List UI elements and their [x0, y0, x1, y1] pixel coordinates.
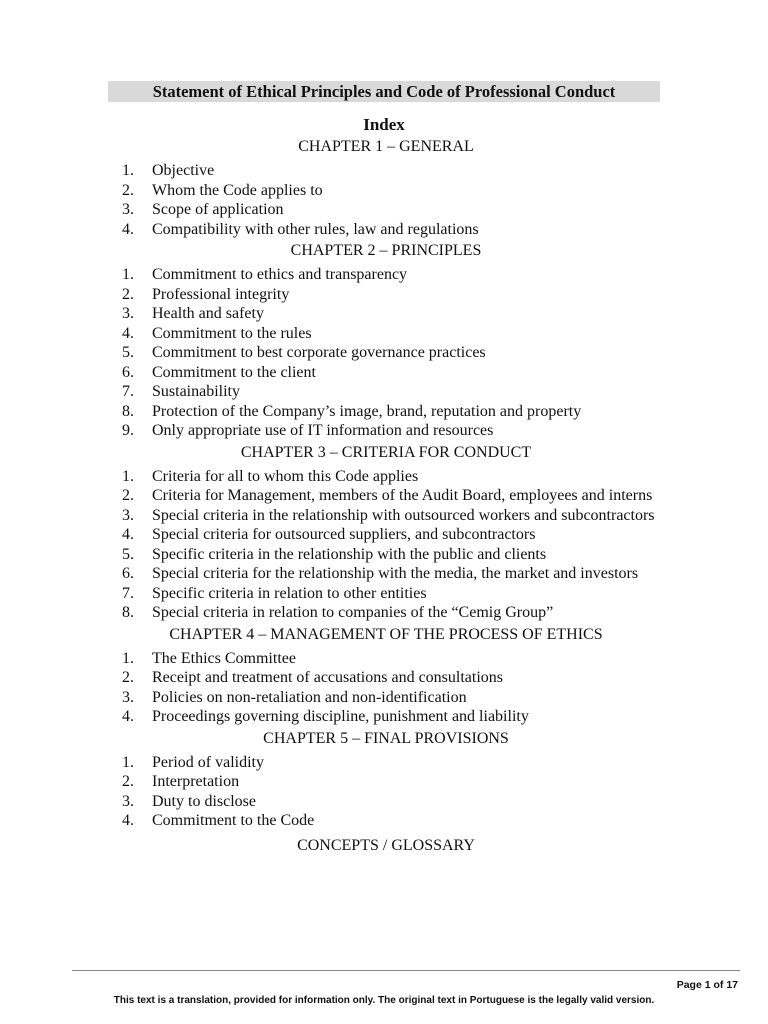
translation-disclaimer: This text is a translation, provided for information only. The original text in Portuguese is the legally valid version.	[113, 995, 655, 1006]
list-item: 1. Commitment to ethics and transparency	[122, 266, 408, 283]
footer-divider	[72, 970, 740, 971]
chapter-4-list	[122, 649, 658, 727]
list-item: 2. Receipt and treatment of accusations and consultations	[122, 669, 503, 686]
list-item: 3. Duty to disclose	[122, 792, 256, 810]
chapter-3-list	[122, 467, 658, 623]
glossary-heading: CONCEPTS / GLOSSARY	[297, 836, 475, 854]
list-item: 7. Specific criteria in relation to other entities	[122, 584, 427, 602]
page-number: Page 1 of 17	[676, 979, 738, 991]
list-item: 4. Proceedings governing discipline, punishment and liability	[122, 708, 529, 725]
list-item: 2. Whom the Code applies to	[122, 181, 323, 199]
list-item: 8. Protection of the Company’s image, brand, reputation and property	[122, 402, 582, 420]
list-item: 1. Criteria for all to whom this Code applies	[122, 467, 419, 485]
list-item: 1. The Ethics Committee	[122, 649, 296, 667]
list-item: 4. Special criteria for outsourced suppliers, and subcontractors	[122, 526, 536, 543]
index-content	[122, 137, 658, 856]
list-item: 2. Professional integrity	[122, 285, 290, 303]
list-item: 2. Criteria for Management, members of the Audit Board, employees and interns	[122, 487, 653, 504]
list-item: 3. Policies on non-retaliation and non-identification	[122, 688, 467, 706]
list-item: 5. Specific criteria in the relationship with the public and clients	[122, 545, 547, 563]
list-item: 1. Objective	[122, 162, 215, 179]
list-item: 6. Commitment to the client	[122, 363, 316, 381]
list-item: 4. Commitment to the Code	[122, 812, 315, 829]
document-title: Statement of Ethical Principles and Code of Professional Conduct	[108, 81, 660, 102]
list-item: 5. Commitment to best corporate governance practices	[122, 344, 486, 361]
chapter-2-heading: CHAPTER 2 – PRINCIPLES	[290, 242, 482, 259]
list-item: 3. Scope of application	[122, 201, 284, 218]
list-item: 4. Commitment to the rules	[122, 324, 312, 342]
chapter-4-heading: CHAPTER 4 – MANAGEMENT OF THE PROCESS OF ETHICS	[169, 625, 603, 643]
chapter-3-heading: CHAPTER 3 – CRITERIA FOR CONDUCT	[240, 443, 532, 461]
index-heading: Index	[363, 115, 405, 134]
chapter-2-list	[122, 265, 658, 441]
chapter-5-heading: CHAPTER 5 – FINAL PROVISIONS	[263, 729, 509, 747]
list-item: 7. Sustainability	[122, 383, 240, 400]
chapter-5-list	[122, 753, 658, 831]
list-item: 4. Compatibility with other rules, law and regulations	[122, 220, 479, 238]
chapter-1-list	[122, 161, 658, 239]
list-item: 6. Special criteria for the relationship with the media, the market and investors	[122, 565, 639, 582]
list-item: 8. Special criteria in relation to companies of the “Cemig Group”	[122, 604, 554, 621]
chapter-1-heading: CHAPTER 1 – GENERAL	[298, 138, 474, 155]
list-item: 3. Special criteria in the relationship with outsourced workers and subcontractors	[122, 506, 655, 524]
list-item: 1. Period of validity	[122, 753, 264, 771]
list-item: 3. Health and safety	[122, 305, 264, 322]
list-item: 2. Interpretation	[122, 773, 240, 790]
list-item: 9. Only appropriate use of IT information and resources	[122, 422, 494, 439]
